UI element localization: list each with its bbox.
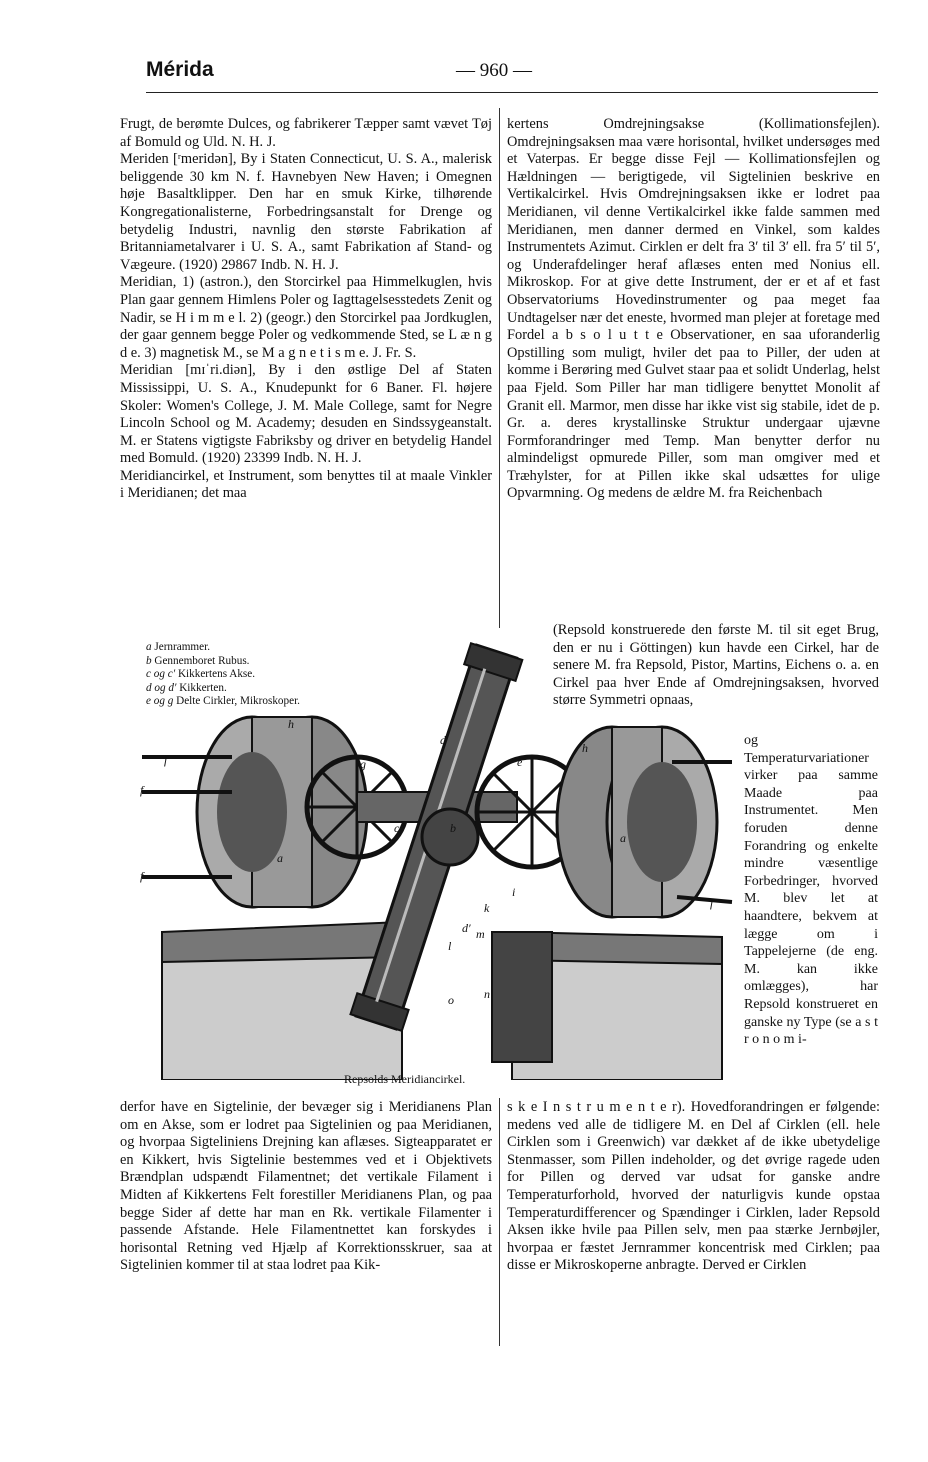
legend-item: b Gennemboret Rubus.	[146, 654, 250, 667]
running-head-word: Mérida	[146, 58, 214, 81]
meridian-circle-illustration	[132, 632, 744, 1080]
left-bottom-text: derfor have en Sigtelinie, der bevæger sig i Meridianens Plan om en Akse, som er lodret paa Sigtelinien og paa Meridianen, og hvorpaa Sigteliniens Drejning kan aflæses. Sigteapparatet er en Kikkert, hvis Sigtelinie bestemmes ved et i Objektivets Brændplan udspændt Filamentnet; det vertikale Filament i Midten af Kikkertens Felt forestiller Meridianens Plan, og paa begge Sider af dette har man en Rk. vertikale Filamenter i passende Afstande. Hele Filamentnettet kan forskydes i horisontal Retning ved Hjælp af Korrektionsskruer, saa at Sigtelinien kommer til at staa lodret paa Kik-	[120, 1099, 492, 1274]
figure-letter-a2: a	[620, 831, 626, 845]
figure-letter-e: e	[517, 755, 523, 769]
figure-letter-h: h	[288, 717, 294, 731]
figure-letter-k: k	[484, 901, 490, 915]
figure-letter-f4: f	[710, 896, 714, 910]
figure-letter-f1: f	[164, 753, 168, 767]
entry-continuation: Frugt, de berømte Dulces, og fabrikerer Tæpper samt vævet Tøj af Bomuld og Uld. N. H. J.	[120, 116, 492, 150]
figure-letter-c: c′	[394, 821, 402, 835]
legend-item: d og d′ Kikkerten.	[146, 681, 227, 694]
right-mid-text: (Repsold konstruerede den første M. til sit eget Brug, den er nu i Göttingen) kun havde een Cirkel, har de senere M. fra Repsold, Pistor, Martins, Eichens o. a. en Cirkel paa hver Ende af Omdrejningsaksen, hvorved større Symmetri opnaas,	[553, 622, 879, 709]
figure-letter-h2: h	[582, 741, 588, 755]
right-bottom-text: s k e I n s t r u m e n t e r). Hovedforandringen er følgende: medens ved alle de tidligere M. en Del af Cirklen (ell. hele Cirklen som i Greenwich) var dækket af de ikke ubetydelige Stenmasser, som Pillen indeholder, og det øvrige ragede uden for Pillen og derved var udsat for ganske andre Temperaturforhold, hvorved der naturligvis kunde opstaa Temperaturdifferencer og Spændinger i Cirklen, lader Repsold Aksen ikke hvile paa Pillen selv, men paa stærke Jernbøjler, hvorpaa er fæstet Jernrammer koncentrisk med Cirklen; paa disse er Mikroskoperne anbragte. Derved er Cirklen	[507, 1099, 880, 1274]
left-column-bottom	[120, 1099, 492, 1275]
right-narrow-text: og Temperaturvariationer virker paa samme Maade paa Instrumentet. Men foruden denne Forandring og enkelte mindre væsentlige Forbedringer, hvorved M. blev let at haandtere, bekvem at lægge om i Tappelejerne (de eng. M. kan ikke omlægges), har Repsold konstrueret en ganske ny Type (se a s t r o n o m i-	[744, 733, 878, 1048]
figure-letter-f2: f	[140, 783, 144, 797]
entry-meridian-city: Meridian [mɪˈri.diən], By i den østlige Del af Staten Mississippi, U. S. A., Knudepunkt for 6 Baner. Fl. højere Skoler: Women's College, J. M. Male College, samt for Negre Lincoln School og M. Academy; desuden en Sindssygeanstalt. M. er Statens vigtigste Fabriksby og driver en betydelig Handel med Bomuld. (1920) 23399 Indb. N. H. J.	[120, 362, 492, 467]
entry-meridian-astron: Meridian, 1) (astron.), den Storcirkel paa Himmelkuglen, hvis Plan gaar gennem Himlens Poler og Iagttagelsesstedets Zenit og Nadir, se H i m m e l. 2) (geogr.) den Storcirkel paa Jordkuglen, der gaar gennem begge Poler og vedkommende Sted, se L æ n g d e. 3) magnetisk M., se M a g n e t i s m e. J. Fr. S.	[120, 274, 492, 361]
left-column-top	[120, 116, 492, 503]
right-column-top	[507, 116, 880, 503]
figure-letter-d: d	[440, 733, 446, 747]
column-divider-bottom	[499, 1098, 500, 1346]
legend-item: a Jernrammer.	[146, 641, 210, 653]
entry-meriden: Meriden [ʳmeridən], By i Staten Connecticut, U. S. A., malerisk beliggende 30 km N. f. Havnebyen New Haven; i Omegnen høje Basaltklipper. Den har en smuk Kirke, tilhørende Kongregationalisterne, Forbedringsanstalt for Drenge og betydelig Industri, navnlig den største Fabrikation af Britanniametalvarer i U. S. A., samt Fabrikation af Stand- og Vægeure. (1920) 29867 Indb. N. H. J.	[120, 151, 492, 273]
figure-letter-a: a	[277, 851, 283, 865]
figure-letter-b: b	[450, 821, 456, 835]
figure-letter-l: l	[448, 939, 452, 953]
right-narrow-column	[744, 732, 878, 1049]
page-number: — 960 —	[456, 60, 532, 81]
figure-caption: Repsolds Meridiancirkel.	[344, 1072, 466, 1086]
figure-letter-o: o	[448, 993, 454, 1007]
figure-letter-i: i	[512, 885, 516, 899]
legend-item: c og c′ Kikkertens Akse.	[146, 668, 256, 680]
figure-letter-g: g	[360, 757, 366, 771]
figure-letter-d2: d′	[462, 921, 471, 935]
page-header	[146, 58, 878, 90]
right-column-bottom	[507, 1099, 880, 1275]
column-divider-top	[499, 108, 500, 628]
entry-meridiancirkel: Meridiancirkel, et Instrument, som benyttes til at maale Vinkler i Meridianen; det maa	[120, 467, 492, 502]
figure-letter-n: n	[484, 987, 490, 1001]
legend-item: e og g Delte Cirkler, Mikroskoper.	[146, 695, 300, 707]
figure-letter-m: m	[476, 927, 485, 941]
header-rule	[146, 92, 878, 93]
figure-letter-f3: f	[140, 869, 144, 883]
right-column-text: kertens Omdrejningsakse (Kollimationsfejlen). Omdrejningsaksen maa være horisontal, hvilket undersøges med et Vaterpas. Er begge disse Fejl — Kollimationsfejlen og Hældningen — berigtigede, vil Sigtelinien beskrive en Vertikalcirkel. Hvis Omdrejningsaksen ikke er lodret paa Meridianen, vil denne Vertikalcirkel ikke falde sammen med Meridianen, men danner dermed en Vinkel, som kaldes Instrumentets Azimut. Cirklen er delt fra 3′ til 3′ ell. fra 5′ til 5′, og Underafdelinger heraf aflæses enten med Nonius ell. Mikroskop. For at give dette Instrument, der er et af et fast Observatoriums Hovedinstrumenter og paa meget faa Undtagelser nær det eneste, hvormed man plejer at foretage med Fordel a b s o l u t t e Observationer, en saa uforanderlig Opstilling som muligt, hviler det paa to Piller, der uden at komme i Berøring med Gulvet staar paa et solidt Underlag, helst paa Fjeld. Som Piller har man tidligere benyttet Monolit af Granit ell. Marmor, men disse har ikke vist sig stabile, idet de p. Gr. a. deres krystallinske Struktur undergaar ujævne Formforandringer med Temp. Man benytter derfor nu almindeligst opmurede Piller, som man omgiver med et Træhylster, for at Pillen ikke skal udsættes for ulige Opvarmning. Og medens de ældre M. fra Reichenbach	[507, 116, 880, 502]
